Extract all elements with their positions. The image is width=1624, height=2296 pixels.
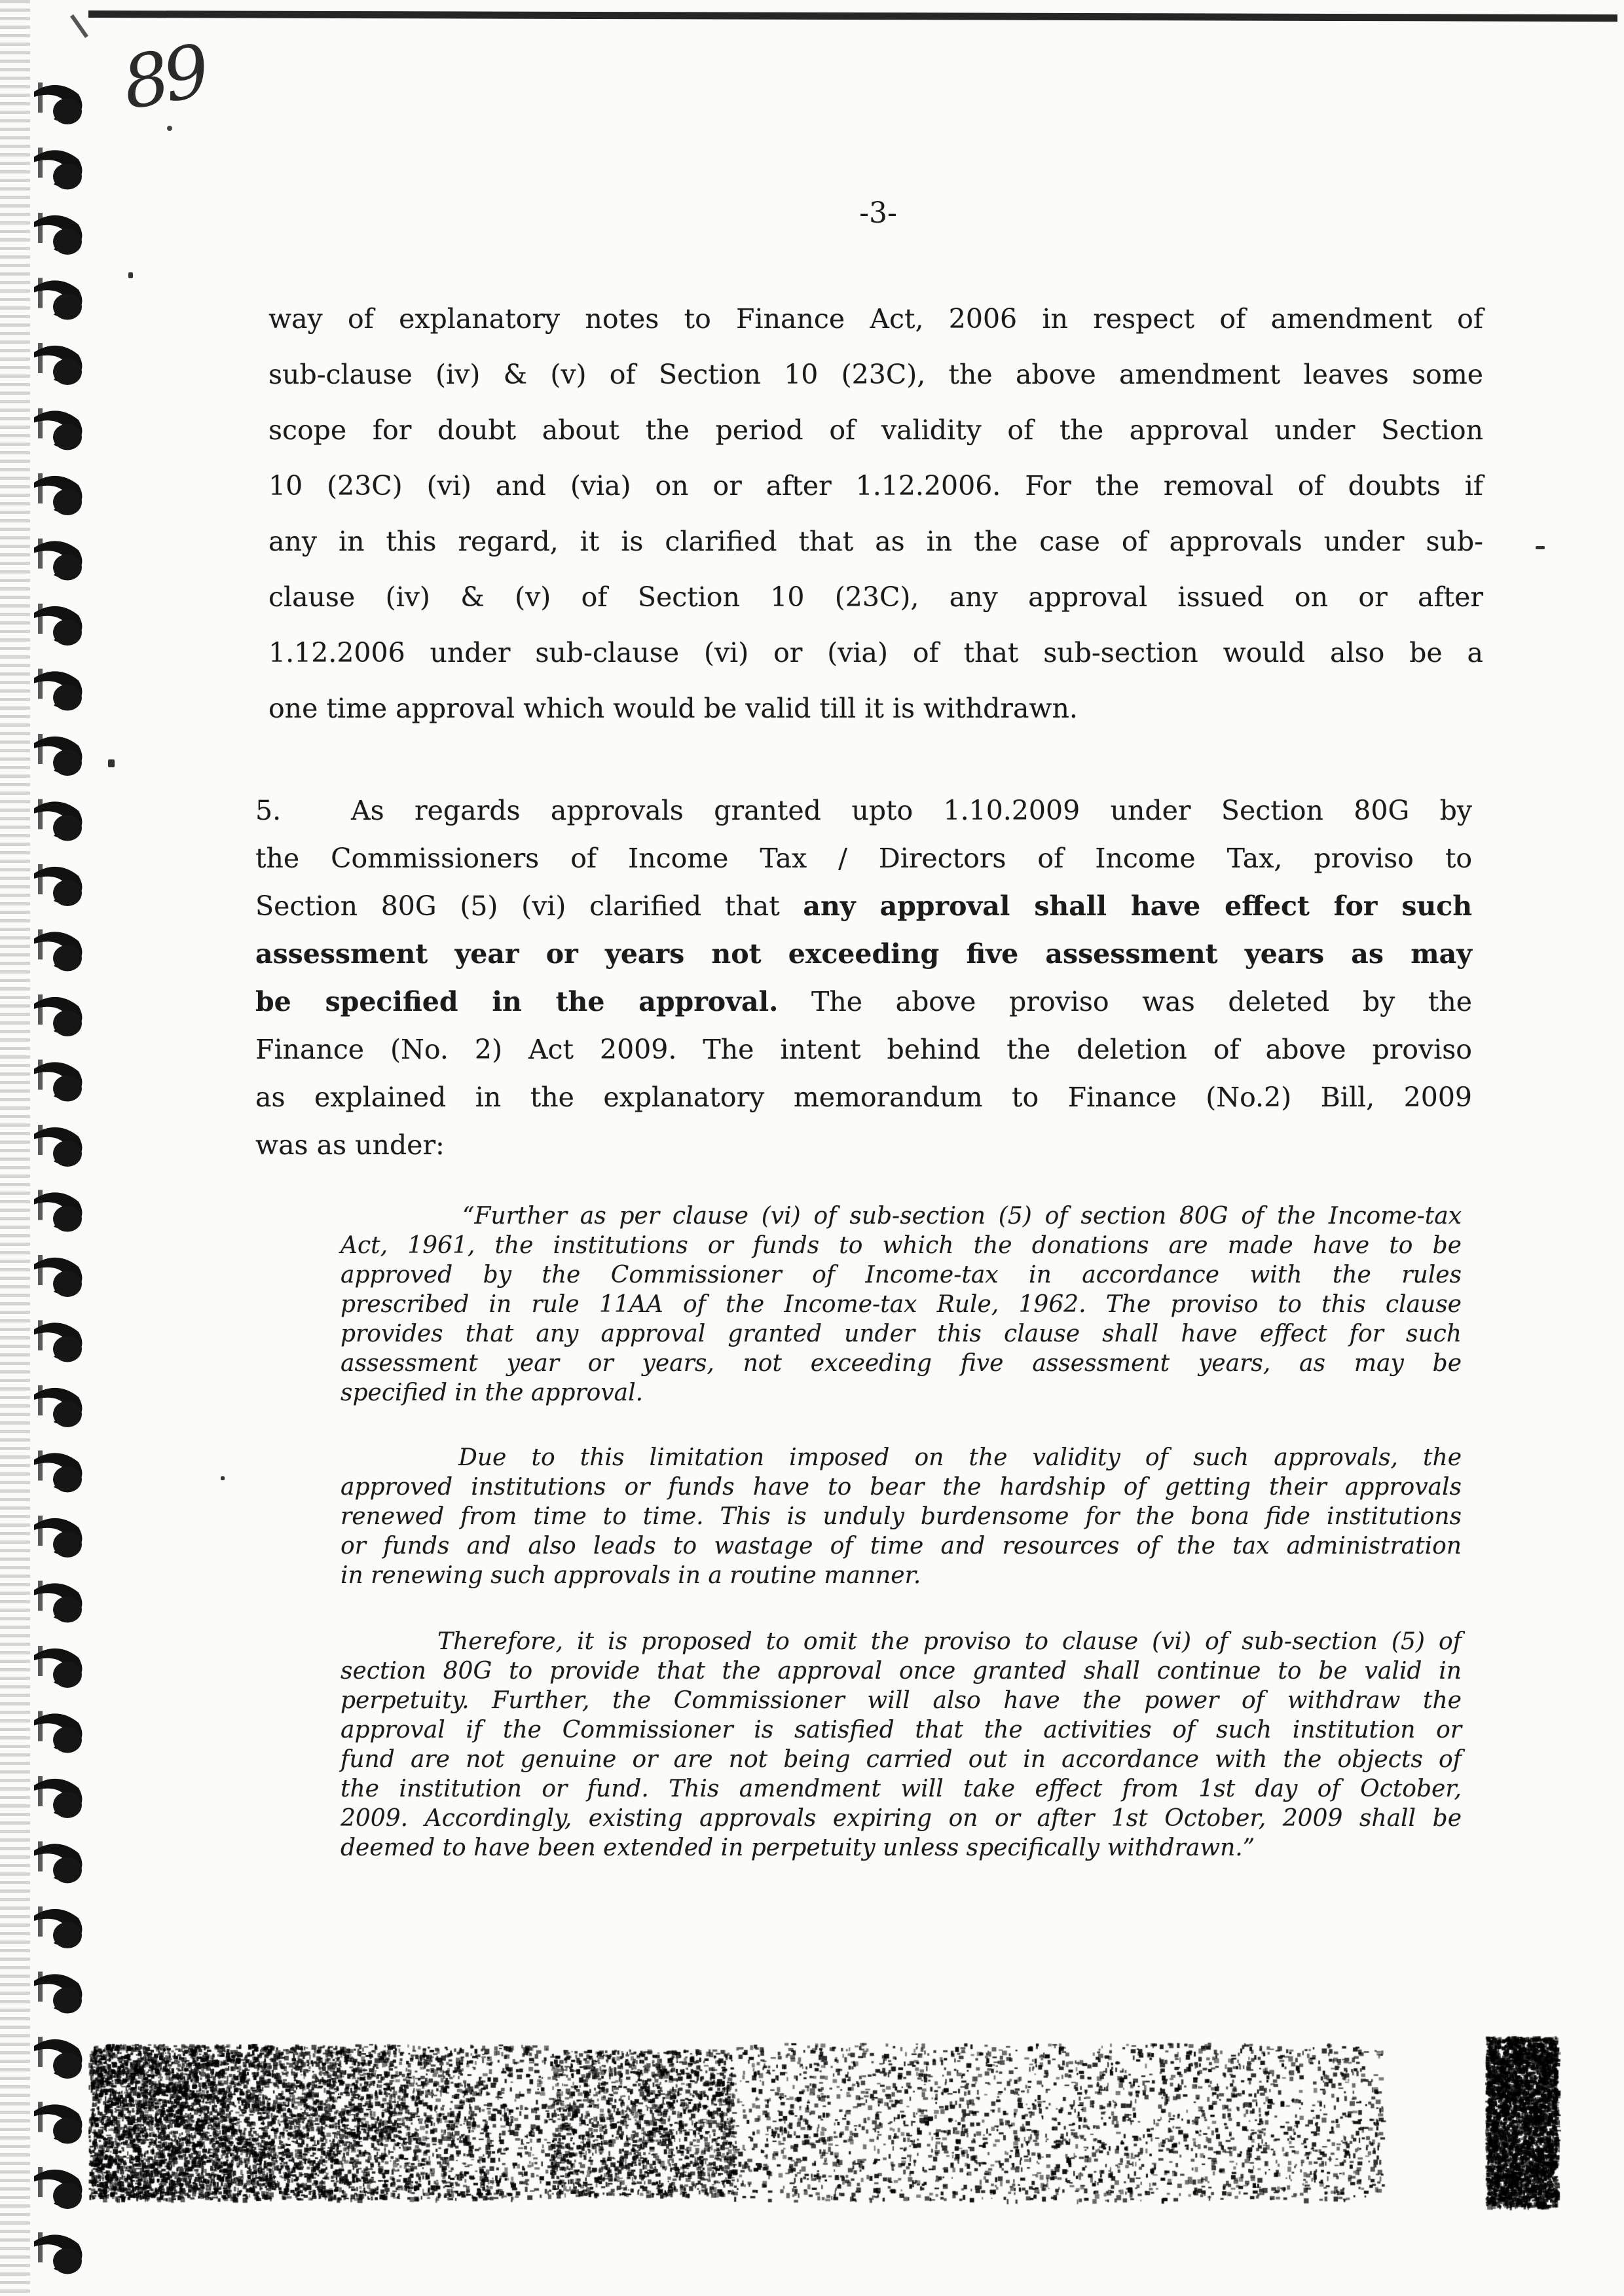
quoted-memorandum-paragraph (341, 1627, 1462, 1863)
quote-line: assessment year or years, not exceeding five assessment years, as may be (341, 1350, 1462, 1377)
quoted-memorandum-paragraph (341, 1443, 1462, 1590)
binder-hole-mark (34, 799, 82, 841)
scan-speck (221, 1476, 225, 1480)
binder-hole-mark (34, 82, 82, 124)
quote-line: or funds and also leads to wastage of time and resources of the tax administration (341, 1533, 1462, 1559)
binder-hole-mark (34, 539, 82, 581)
binder-hole-mark (34, 1385, 82, 1427)
scan-speck (128, 272, 133, 278)
quote-line: renewed from time to time. This is unduly burdensome for the bona fide institutions (341, 1503, 1462, 1530)
binder-hole-mark (34, 2232, 82, 2274)
binder-hole-mark (34, 1190, 82, 1232)
quote-line: 2009. Accordingly, existing approvals expiring on or after 1st October, 2009 shall be (341, 1805, 1462, 1832)
line-text: As regards approvals granted upto 1.10.2009 under Section 80G by (351, 795, 1472, 826)
emphasized-text: any approval shall have effect for such (803, 890, 1473, 922)
paragraph-line (255, 787, 1472, 835)
binder-hole-mark (34, 1646, 82, 1688)
quote-line: Therefore, it is proposed to omit the proviso to clause (vi) of sub-section (5) of (437, 1628, 1462, 1655)
binder-hole-mark (34, 1255, 82, 1297)
binder-hole-mark (34, 1972, 82, 2014)
paragraph-line: sub-clause (iv) & (v) of Section 10 (23C), the above amendment leaves some (268, 359, 1483, 390)
paragraph-continuation (268, 291, 1483, 737)
quoted-memorandum-paragraph (341, 1201, 1462, 1408)
binder-hole-mark (34, 1451, 82, 1493)
binder-hole-mark (34, 994, 82, 1036)
binder-hole-mark (34, 1906, 82, 1948)
quote-line: approved institutions or funds have to bear the hardship of getting their approvals (341, 1474, 1462, 1501)
binder-hole-mark (34, 1321, 82, 1362)
line-text: Section 80G (5) (vi) clarified that (255, 890, 780, 922)
scan-speck (1536, 546, 1545, 549)
handwritten-page-note: 89 (116, 29, 212, 126)
quote-line: perpetuity. Further, the Commissioner will also have the power of withdraw the (341, 1687, 1462, 1714)
quote-line: Act, 1961, the institutions or funds to which the donations are made have to be (341, 1232, 1462, 1259)
quote-line: provides that any approval granted under this clause shall have effect for such (341, 1321, 1462, 1347)
binder-hole-mark (34, 278, 82, 320)
binder-hole-mark (34, 1516, 82, 1558)
paragraph-line (255, 1074, 1472, 1121)
paragraph-line: any in this regard, it is clarified that as in the case of approvals under sub- (268, 526, 1483, 557)
binder-hole-mark (34, 213, 82, 255)
binder-hole-mark (34, 1776, 82, 1818)
line-text: as explained in the explanatory memorandum to Finance (No.2) Bill, 2009 (255, 1082, 1472, 1113)
emphasized-text: be specified in the approval. (255, 986, 779, 1017)
paragraph-line: way of explanatory notes to Finance Act, 2006 in respect of amendment of (268, 303, 1483, 335)
quote-line: fund are not genuine or are not being carried out in accordance with the objects of (341, 1746, 1462, 1773)
binder-hole-mark (34, 1581, 82, 1623)
binder-hole-mark (34, 604, 82, 646)
binder-hole-mark (34, 148, 82, 190)
scan-noise-artifact (79, 2023, 1572, 2219)
binder-hole-mark (34, 1711, 82, 1753)
paragraph-line (255, 930, 1472, 978)
quote-line: “Further as per clause (vi) of sub-section (5) of section 80G of the Income-tax (462, 1203, 1462, 1230)
binder-hole-mark (34, 2102, 82, 2144)
quote-line: the institution or fund. This amendment will take effect from 1st day of October, (341, 1776, 1462, 1802)
paragraph-line: clause (iv) & (v) of Section 10 (23C), any approval issued on or after (268, 581, 1483, 613)
paragraph-line: scope for doubt about the period of validity of the approval under Section (268, 414, 1483, 446)
emphasized-text: assessment year or years not exceeding five assessment years as may (255, 938, 1472, 970)
paragraph-line: one time approval which would be valid till it is withdrawn. (268, 693, 1078, 724)
binder-hole-mark (34, 1842, 82, 1884)
paragraph-line (255, 835, 1472, 883)
line-text: The above proviso was deleted by the (811, 986, 1472, 1017)
quote-line: specified in the approval. (341, 1379, 644, 1406)
paragraph-number: 5. (255, 795, 282, 826)
paragraph-line (255, 978, 1472, 1026)
paragraph-line (255, 883, 1472, 930)
binder-hole-mark (34, 1125, 82, 1167)
paragraph-line (255, 1121, 1472, 1169)
binder-hole-mark (34, 2037, 82, 2079)
paragraph-line: 10 (23C) (vi) and (via) on or after 1.12.2006. For the removal of doubts if (268, 470, 1483, 501)
quote-line: approved by the Commissioner of Income-tax in accordance with the rules (341, 1262, 1462, 1288)
binder-hole-mark (34, 734, 82, 776)
binder-hole-mark (34, 1060, 82, 1102)
page-number: -3- (859, 196, 897, 230)
quote-line: Due to this limitation imposed on the validity of such approvals, the (458, 1444, 1462, 1471)
line-text: the Commissioners of Income Tax / Directors of Income Tax, proviso to (255, 843, 1472, 874)
paragraph-line: 1.12.2006 under sub-clause (vi) or (via) of that sub-section would also be a (268, 637, 1483, 668)
top-scan-edge-line (88, 10, 1617, 22)
quote-line: prescribed in rule 11AA of the Income-tax Rule, 1962. The proviso to this clause (341, 1291, 1462, 1318)
line-text: was as under: (255, 1129, 445, 1161)
binder-hole-mark (34, 669, 82, 711)
binder-hole-mark (34, 864, 82, 906)
binder-hole-mark (34, 409, 82, 450)
quote-line: section 80G to provide that the approval once granted shall continue to be valid in (341, 1658, 1462, 1685)
paragraph-5 (255, 787, 1472, 1169)
binder-marks (0, 0, 105, 2296)
binder-hole-mark (34, 930, 82, 972)
scan-speck (108, 759, 115, 767)
line-text: Finance (No. 2) Act 2009. The intent behind the deletion of above proviso (255, 1034, 1472, 1065)
quote-line: deemed to have been extended in perpetuity unless specifically withdrawn.” (341, 1834, 1255, 1861)
quote-line: approval if the Commissioner is satisfied that the activities of such institution or (341, 1717, 1462, 1743)
quote-line: in renewing such approvals in a routine manner. (341, 1562, 921, 1589)
ink-dot (167, 126, 172, 131)
paragraph-line (255, 1026, 1472, 1074)
binder-hole-mark (34, 2167, 82, 2209)
binder-hole-mark (34, 473, 82, 515)
binder-hole-mark (34, 343, 82, 385)
